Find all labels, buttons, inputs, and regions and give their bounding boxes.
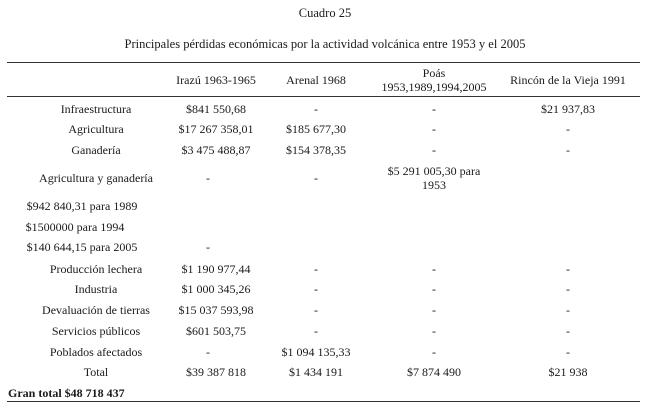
cell-poas: - bbox=[432, 262, 436, 276]
cell-poas: - bbox=[432, 282, 436, 296]
cell-arenal: - bbox=[314, 262, 318, 276]
total-arenal: $1 434 191 bbox=[289, 365, 343, 379]
cell-arenal: - bbox=[314, 282, 318, 296]
cell-irazu: $3 475 488,87 bbox=[181, 143, 251, 157]
cell-poas: - bbox=[432, 102, 436, 116]
cell-rincon: - bbox=[566, 122, 570, 136]
cell-irazu: $17 267 358,01 bbox=[178, 122, 254, 136]
cell-arenal: $154 378,35 bbox=[286, 143, 346, 157]
cell-irazu: - bbox=[206, 171, 210, 185]
cell-rincon: - bbox=[566, 282, 570, 296]
bottom-rule bbox=[7, 401, 640, 402]
cell-arenal: - bbox=[314, 303, 318, 317]
cell-rincon: - bbox=[566, 143, 570, 157]
row-label: Agricultura bbox=[68, 122, 124, 136]
row-label: $140 644,15 para 2005 bbox=[26, 240, 138, 254]
cell-poas-line: 1953 bbox=[422, 178, 446, 192]
row-label-total: Total bbox=[83, 365, 109, 379]
cell-rincon: - bbox=[566, 262, 570, 276]
header-rule bbox=[7, 96, 640, 97]
row-label: Infraestructura bbox=[60, 102, 132, 116]
cell-poas: - bbox=[432, 303, 436, 317]
row-label: Agricultura y ganadería bbox=[39, 171, 153, 185]
row-label: $942 840,31 para 1989 bbox=[26, 199, 138, 213]
top-rule bbox=[7, 62, 640, 63]
cell-poas-line: $5 291 005,30 para bbox=[387, 164, 481, 178]
cell-poas: - bbox=[432, 143, 436, 157]
cell-arenal: - bbox=[314, 171, 318, 185]
cell-rincon: - bbox=[566, 345, 570, 359]
cell-irazu: - bbox=[206, 345, 210, 359]
table-number: Cuadro 25 bbox=[298, 6, 352, 20]
cell-rincon: - bbox=[566, 303, 570, 317]
total-rincon: $21 938 bbox=[548, 365, 588, 379]
cell-poas bbox=[388, 164, 481, 192]
cell-arenal: - bbox=[314, 324, 318, 338]
cell-rincon: - bbox=[566, 324, 570, 338]
cell-arenal: $185 677,30 bbox=[286, 122, 346, 136]
column-header-irazu: Irazú 1963-1965 bbox=[176, 73, 256, 87]
column-header-poas bbox=[382, 66, 487, 94]
cell-rincon: $21 937,83 bbox=[541, 102, 595, 116]
cell-arenal: $1 094 135,33 bbox=[281, 345, 351, 359]
cell-irazu: $1 190 977,44 bbox=[181, 262, 251, 276]
cell-irazu: $1 000 345,26 bbox=[181, 282, 251, 296]
cell-poas: - bbox=[432, 122, 436, 136]
cell-irazu: $841 550,68 bbox=[186, 102, 246, 116]
row-label: Ganadería bbox=[71, 143, 121, 157]
column-header-poas-name: Poás bbox=[422, 66, 446, 80]
table-title: Principales pérdidas económicas por la actividad volcánica entre 1953 y el 2005 bbox=[124, 37, 526, 51]
cell-irazu: - bbox=[206, 240, 210, 254]
row-label: $1500000 para 1994 bbox=[25, 220, 125, 234]
cell-arenal: - bbox=[314, 102, 318, 116]
cell-poas: - bbox=[432, 345, 436, 359]
row-label: Producción lechera bbox=[49, 262, 143, 276]
total-poas: $7 874 490 bbox=[407, 365, 461, 379]
row-label: Poblados afectados bbox=[49, 345, 143, 359]
row-label: Industria bbox=[74, 282, 118, 296]
total-irazu: $39 387 818 bbox=[186, 365, 246, 379]
column-header-poas-years: 1953,1989,1994,2005 bbox=[381, 80, 487, 94]
grand-total: Gran total $48 718 437 bbox=[8, 386, 125, 400]
cell-poas: - bbox=[432, 324, 436, 338]
column-header-rincon: Rincón de la Vieja 1991 bbox=[510, 73, 626, 87]
row-label: Servicios públicos bbox=[51, 324, 141, 338]
cell-irazu: $15 037 593,98 bbox=[178, 303, 254, 317]
cell-irazu: $601 503,75 bbox=[186, 324, 246, 338]
column-header-arenal: Arenal 1968 bbox=[286, 73, 346, 87]
row-label: Devaluación de tierras bbox=[42, 303, 150, 317]
